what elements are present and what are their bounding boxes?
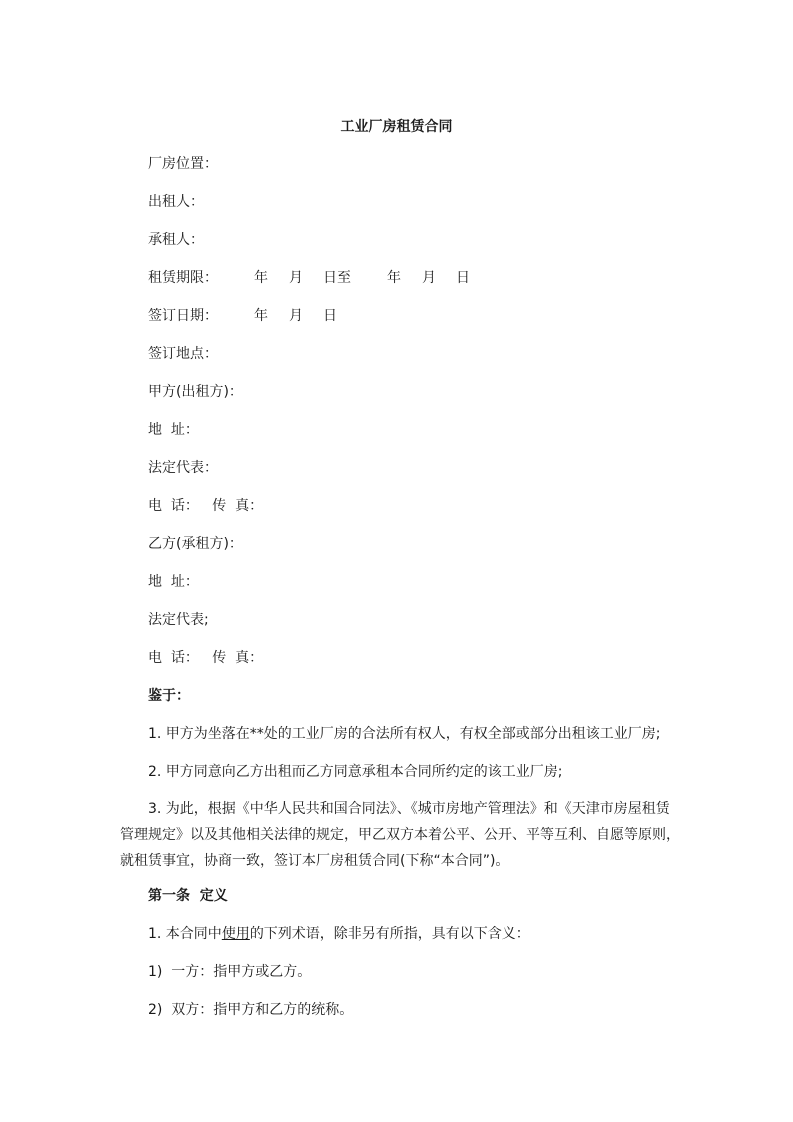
lease-end-month: 月 (422, 270, 436, 286)
article-1-intro-prefix: 1. 本合同中 (148, 926, 222, 942)
whereas-item-3: 3. 为此，根据《中华人民共和国合同法》、《城市房地产管理法》和《天津市房屋租赁管理规定》以及其他相关法律的规定，甲乙双方本着公平、公开、平等互利、自愿等原则，就租赁事宜，协商一致，签订本厂房租赁合同(下称“本合同”)。 (120, 801, 680, 869)
lease-end-day: 日 (456, 270, 470, 286)
field-lessee: 承租人： (148, 232, 204, 248)
lease-start-day-to: 日至 (323, 270, 351, 286)
field-party-a: 甲方(出租方)： (148, 384, 243, 400)
field-sign-place: 签订地点： (148, 346, 218, 362)
field-phone-fax-b: 电 话： 传 真： (148, 650, 264, 666)
definition-2: 2) 双方：指甲方和乙方的统称。 (148, 1002, 354, 1018)
field-address-a: 地 址： (148, 422, 199, 438)
lease-start-month: 月 (289, 270, 303, 286)
sign-date-month: 月 (289, 308, 303, 324)
field-legal-rep-b: 法定代表; (148, 612, 209, 628)
field-legal-rep-a: 法定代表： (148, 460, 218, 476)
whereas-heading: 鉴于： (148, 688, 190, 704)
lease-term-label: 租赁期限： (148, 270, 218, 286)
field-address-b: 地 址： (148, 574, 199, 590)
article-1-heading: 第一条 定义 (148, 888, 228, 904)
lease-end-year: 年 (387, 270, 401, 286)
whereas-item-1: 1. 甲方为坐落在**处的工业厂房的合法所有权人，有权全部或部分出租该工业厂房; (148, 726, 661, 742)
article-1-intro (148, 924, 530, 944)
article-1-intro-suffix: 的下列术语，除非另有所指，具有以下含义： (249, 926, 530, 942)
field-party-b: 乙方(承租方)： (148, 536, 243, 552)
sign-date-label: 签订日期： (148, 308, 218, 324)
definition-1: 1) 一方：指甲方或乙方。 (148, 964, 312, 980)
field-lessor: 出租人： (148, 194, 204, 210)
document-title: 工业厂房租赁合同 (340, 119, 453, 135)
field-sign-date (148, 306, 448, 326)
field-lease-term (148, 268, 548, 288)
whereas-item-2: 2. 甲方同意向乙方出租而乙方同意承租本合同所约定的该工业厂房; (148, 764, 563, 780)
sign-date-year: 年 (254, 308, 268, 324)
field-location: 厂房位置： (148, 156, 218, 172)
field-phone-fax-a: 电 话： 传 真： (148, 498, 264, 514)
article-1-intro-underlined: 使用 (221, 926, 250, 942)
sign-date-day: 日 (323, 308, 337, 324)
lease-start-year: 年 (254, 270, 268, 286)
